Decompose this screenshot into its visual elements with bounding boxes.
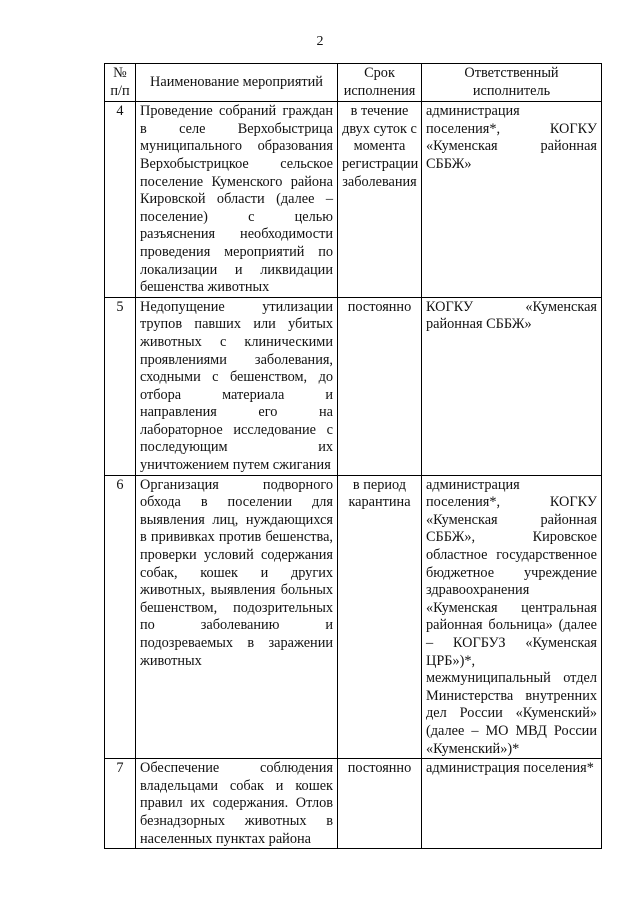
measure-name: Недопущение утилизации трупов павших или убитых животных с клиническими проявлениями заболевания, сходными с бешенством, до отбора материала и направления его на лабораторное исследование с последующим их уничтожением путем сжигания [136,297,338,475]
measure-responsible: КОГКУ «Куменская районная СББЖ» [422,297,602,475]
measure-name: Организация подворного обхода в поселении для выявления лиц, нуждающихся в прививках против бешенства, проверки условий содержания собак, кошек и других животных, выявления больных бешенством, подозрительных по заболеванию и подозреваемых в заражении животных [136,475,338,759]
measure-term: в течение двух суток с момента регистрации заболевания [338,102,422,298]
measures-table [104,63,602,849]
header-term: Срок исполнения [338,64,422,102]
row-number: 4 [105,102,136,298]
measure-responsible: администрация поселения* [422,759,602,849]
table-row [105,475,602,759]
row-number: 6 [105,475,136,759]
measure-responsible: администрация поселения*, КОГКУ «Куменская районная СББЖ» [422,102,602,298]
row-number: 7 [105,759,136,849]
measure-term: постоянно [338,297,422,475]
table-row [105,102,602,298]
measure-term: в период карантина [338,475,422,759]
header-resp: Ответственный исполнитель [422,64,602,102]
table-row [105,759,602,849]
header-name: Наименование мероприятий [136,64,338,102]
row-number: 5 [105,297,136,475]
table-row [105,297,602,475]
measure-term: постоянно [338,759,422,849]
page-number: 2 [316,34,324,49]
measure-name: Обеспечение соблюдения владельцами собак и кошек правил их содержания. Отлов безнадзорных животных в населенных пунктах района [136,759,338,849]
header-num: № п/п [105,64,136,102]
measure-name: Проведение собраний граждан в селе Верхобыстрица муниципального образования Верхобыстрицкое сельское поселение Куменского района Кировской области (далее – поселение) с целью разъяснения необходимости проведения мероприятий по локализации и ликвидации бешенства животных [136,102,338,298]
table-header-row [105,64,602,102]
measure-responsible: администрация поселения*, КОГКУ «Куменская районная СББЖ», Кировское областное государственное бюджетное учреждение здравоохранения «Куменская центральная районная больница» (далее – КОГБУЗ «Куменская ЦРБ»)*, межмуниципальный отдел Министерства внутренних дел России «Куменский» (далее – МО МВД России «Куменский»)* [422,475,602,759]
